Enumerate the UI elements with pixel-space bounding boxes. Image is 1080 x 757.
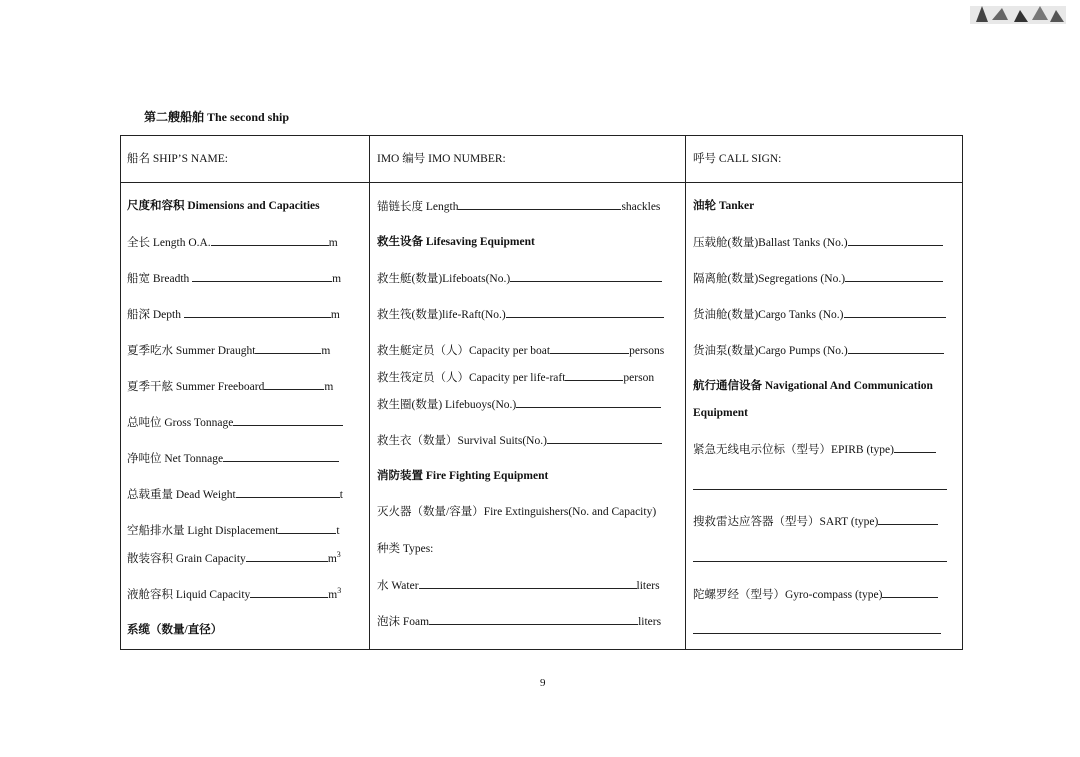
lifesaving-title: 救生设备 Lifesaving Equipment bbox=[377, 236, 535, 248]
survival-suits-input[interactable] bbox=[547, 433, 662, 444]
foam-input[interactable] bbox=[429, 614, 638, 625]
dimensions-title: 尺度和容积 Dimensions and Capacities bbox=[127, 200, 320, 212]
breadth-field: 船宽 Breadth m bbox=[127, 273, 342, 285]
column-divider bbox=[685, 136, 686, 649]
mooring-label: 系缆（数量/直径） bbox=[127, 624, 223, 636]
ship-form-table bbox=[120, 135, 963, 650]
segregations-input[interactable] bbox=[845, 271, 943, 282]
lifebuoys-field: 救生圈(数量) Lifebuoys(No.) bbox=[377, 397, 661, 412]
depth-field: 船深 Depth m bbox=[127, 309, 340, 321]
sart-input[interactable] bbox=[878, 514, 938, 525]
chain-length-input[interactable] bbox=[458, 199, 621, 210]
loa-input[interactable] bbox=[211, 235, 329, 246]
light-displacement-input[interactable] bbox=[278, 523, 336, 534]
deadweight-input[interactable] bbox=[236, 487, 340, 498]
grain-capacity-field: 散装容积 Grain Capacity $m^3$ bbox=[127, 550, 341, 565]
summer-freeboard-input[interactable] bbox=[264, 379, 324, 390]
light-displacement-field: 空船排水量 Light Displacement t bbox=[127, 525, 340, 537]
foam-field: 泡沫 Foam liters bbox=[377, 616, 662, 628]
liferaft-input[interactable] bbox=[506, 307, 664, 318]
summer-freeboard-field: 夏季干舷 Summer Freeboard m bbox=[127, 381, 334, 393]
loa-field: 全长 Length O.A. m bbox=[127, 237, 338, 249]
breadth-input[interactable] bbox=[192, 271, 332, 282]
column-divider bbox=[369, 136, 370, 649]
extinguishers-label: 灭火器（数量/容量）Fire Extinguishers(No. and Capacity) bbox=[377, 506, 657, 518]
epirb-input[interactable] bbox=[894, 442, 936, 453]
nav-title-line1: 航行通信设备 Navigational And Communication bbox=[693, 380, 933, 392]
net-tonnage-input[interactable] bbox=[223, 451, 339, 462]
cargo-pumps-input[interactable] bbox=[848, 343, 944, 354]
section-heading: 第二艘船舶 The second ship bbox=[144, 110, 290, 124]
sart-field: 搜救雷达应答器（型号）SART (type) bbox=[693, 514, 938, 529]
cargo-tanks-input[interactable] bbox=[844, 307, 946, 318]
water-field: 水 Water liters bbox=[377, 580, 660, 592]
grain-capacity-input[interactable] bbox=[246, 551, 328, 562]
liquid-capacity-field: 液舱容积 Liquid Capacity $m^3$ bbox=[127, 586, 342, 601]
lifebuoys-input[interactable] bbox=[516, 397, 661, 408]
ballast-tanks-input[interactable] bbox=[848, 235, 943, 246]
gyro-extra-line[interactable] bbox=[693, 633, 941, 634]
call-sign-label: 呼号 CALL SIGN: bbox=[693, 153, 782, 165]
water-input[interactable] bbox=[419, 578, 637, 589]
nav-title-line2: Equipment bbox=[693, 407, 748, 419]
brand-logo-icon bbox=[968, 0, 1068, 30]
lifeboats-field: 救生艇(数量)Lifeboats(No.) bbox=[377, 271, 662, 286]
summer-draught-field: 夏季吃水 Summer Draught m bbox=[127, 345, 331, 357]
gross-tonnage-input[interactable] bbox=[233, 415, 343, 426]
imo-number-label: IMO 编号 IMO NUMBER: bbox=[377, 153, 506, 165]
chain-length-field: 锚链长度 Length shackles bbox=[377, 201, 661, 213]
raft-capacity-input[interactable] bbox=[565, 370, 623, 381]
segregations-field: 隔离舱(数量)Segregations (No.) bbox=[693, 271, 943, 286]
ballast-tanks-field: 压载舱(数量)Ballast Tanks (No.) bbox=[693, 235, 943, 250]
gyro-input[interactable] bbox=[882, 587, 938, 598]
tanker-title: 油轮 Tanker bbox=[693, 200, 755, 212]
ship-name-label: 船名 SHIP’S NAME: bbox=[127, 153, 228, 165]
firefighting-title: 消防装置 Fire Fighting Equipment bbox=[377, 470, 549, 482]
boat-capacity-field: 救生艇定员（人）Capacity per boat persons bbox=[377, 345, 665, 357]
cargo-tanks-field: 货油舱(数量)Cargo Tanks (No.) bbox=[693, 307, 946, 322]
deadweight-field: 总载重量 Dead Weight t bbox=[127, 489, 343, 501]
liferaft-field: 救生筏(数量)life-Raft(No.) bbox=[377, 307, 664, 322]
summer-draught-input[interactable] bbox=[255, 343, 321, 354]
net-tonnage-field: 净吨位 Net Tonnage bbox=[127, 451, 339, 466]
sart-extra-line[interactable] bbox=[693, 561, 947, 562]
page-number: 9 bbox=[540, 677, 546, 689]
boat-capacity-input[interactable] bbox=[550, 343, 629, 354]
epirb-field: 紧急无线电示位标（型号）EPIRB (type) bbox=[693, 442, 936, 457]
row-divider bbox=[121, 182, 962, 183]
lifeboats-input[interactable] bbox=[510, 271, 662, 282]
liquid-capacity-input[interactable] bbox=[250, 587, 328, 598]
cargo-pumps-field: 货油泵(数量)Cargo Pumps (No.) bbox=[693, 343, 944, 358]
gross-tonnage-field: 总吨位 Gross Tonnage bbox=[127, 415, 343, 430]
depth-input[interactable] bbox=[184, 307, 331, 318]
raft-capacity-field: 救生筏定员（人）Capacity per life-raft person bbox=[377, 372, 655, 384]
epirb-extra-line[interactable] bbox=[693, 489, 947, 490]
types-label: 种类 Types: bbox=[377, 543, 434, 555]
gyro-field: 陀螺罗经（型号）Gyro-compass (type) bbox=[693, 587, 938, 602]
survival-suits-field: 救生衣（数量）Survival Suits(No.) bbox=[377, 433, 662, 448]
